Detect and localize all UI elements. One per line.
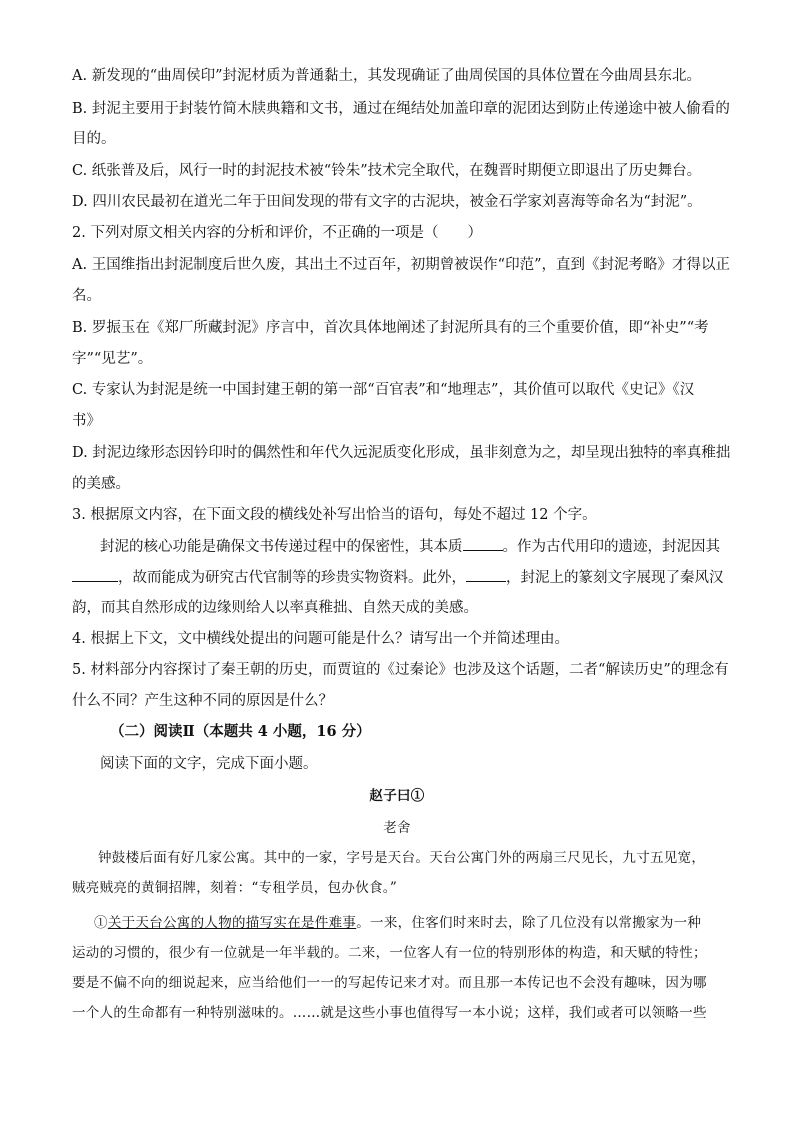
q3-text-1a: 封泥的核心功能是确保文书传递过程中的保密性，其本质 [100, 539, 463, 555]
q3-paragraph-line3: 韵，而其自然形成的边缘则给人以率真稚拙、自然天成的美感。 [72, 600, 478, 616]
q5-stem-line1: 5. 材料部分内容探讨了秦王朝的历史，而贾谊的《过秦论》也涉及这个话题，二者“解读历史”的理念有 [72, 662, 729, 678]
q5-stem-line2: 什么不同？产生这种不同的原因是什么？ [72, 693, 333, 709]
q2-option-d-line2: 的美感。 [72, 476, 130, 492]
q1-option-b-line2: 目的。 [72, 131, 116, 147]
q3-paragraph-line1 [100, 536, 750, 557]
passage-p2-line3: 要是不偏不向的细说起来，应当给他们一一的写起传记来才对。而且那一本传记也不会没有趣味，因为哪 [72, 975, 707, 991]
passage-p2-line1-rest: 。一来，住客们时来时去，除了几位没有以常搬家为一种 [356, 915, 702, 931]
q2-option-d-line1: D. 封泥边缘形态因钤印时的偶然性和年代久远泥质变化形成，虽非刻意为之，却呈现出独特的率真稚拙 [72, 445, 731, 461]
passage-author: 老舍 [383, 820, 411, 836]
q2-option-c-line1: C. 专家认为封泥是统一中国封建王朝的第一部“百官表”和“地理志”，其价值可以取代《史记》《汉 [72, 382, 695, 398]
passage-p1-line2: 贼亮贼亮的黄铜招牌，刻着：“专租学员，包办伙食。” [72, 880, 398, 896]
q1-option-c: C. 纸张普及后，风行一时的封泥技术被“铃朱”技术完全取代，在魏晋时期便立即退出了历史舞台。 [72, 163, 702, 179]
q3-text-2b: ，封泥上的篆刻文字展现了秦风汉 [506, 570, 724, 586]
q3-paragraph-line2 [72, 567, 722, 588]
q2-stem: 2. 下列对原文相关内容的分析和评价，不正确的一项是（ ） [72, 225, 482, 241]
q3-text-1b: 。作为古代用印的遗迹，封泥因其 [502, 539, 720, 555]
passage-title: 赵子曰① [369, 788, 425, 804]
q3-stem: 3. 根据原文内容，在下面文段的横线处补写出恰当的语句，每处不超过 12 个字。 [72, 507, 597, 523]
passage-p2-line1 [94, 913, 744, 933]
section-heading: （二）阅读Ⅱ（本题共 4 小题，16 分） [110, 723, 371, 740]
q3-text-2a: ，故而能成为研究古代官制等的珍贵实物资料。此外， [118, 570, 466, 586]
answer-blank-1[interactable] [463, 536, 503, 551]
q2-option-b-line1: B. 罗振玉在《郑厂所藏封泥》序言中，首次具体地阐述了封泥所具有的三个重要价值，即“补史”“考 [72, 320, 709, 336]
q2-option-b-line2: 字”“见艺”。 [72, 351, 153, 367]
q1-option-b-line1: B. 封泥主要用于封装竹简木牍典籍和文书，通过在绳结处加盖印章的泥团达到防止传递途中被人偷看的 [72, 101, 730, 117]
q2-option-c-line2: 书》 [72, 413, 101, 429]
underlined-sentence: 关于天台公寓的人物的描写实在是件难事 [107, 915, 357, 931]
q2-option-a-line1: A. 王国维指出封泥制度后世久废，其出土不过百年，初期曾被误作“印范”，直到《封泥考略》才得以正 [72, 257, 731, 273]
q4-stem: 4. 根据上下文，文中横线处提出的问题可能是什么？请写出一个并简述理由。 [72, 631, 569, 647]
passage-p2-line2: 运动的习惯的，很少有一位就是一年半载的。二来，一位客人有一位的特别形体的构造，和天赋的特性； [72, 945, 707, 961]
q2-option-a-line2: 名。 [72, 288, 101, 304]
passage-p2-line4: 一个人的生命都有一种特别滋味的。……就是这些小事也值得写一本小说；这样，我们或者可以领略一些 [72, 1005, 707, 1021]
paragraph-number-marker: ① [94, 915, 108, 931]
passage-p1-line1: 钟鼓楼后面有好几家公寓。其中的一家，字号是天台。天台公寓门外的两扇三尺见长，九寸五见宽， [98, 850, 706, 866]
answer-blank-2[interactable] [72, 567, 118, 582]
q1-option-d: D. 四川农民最初在道光二年于田间发现的带有文字的古泥块，被金石学家刘喜海等命名为“封泥”。 [72, 194, 702, 210]
reading-instruction: 阅读下面的文字，完成下面小题。 [100, 756, 318, 772]
answer-blank-3[interactable] [466, 567, 506, 582]
q1-option-a: A. 新发现的“曲周侯印”封泥材质为普通黏土，其发现确证了曲周侯国的具体位置在今曲周县东北。 [72, 68, 702, 84]
